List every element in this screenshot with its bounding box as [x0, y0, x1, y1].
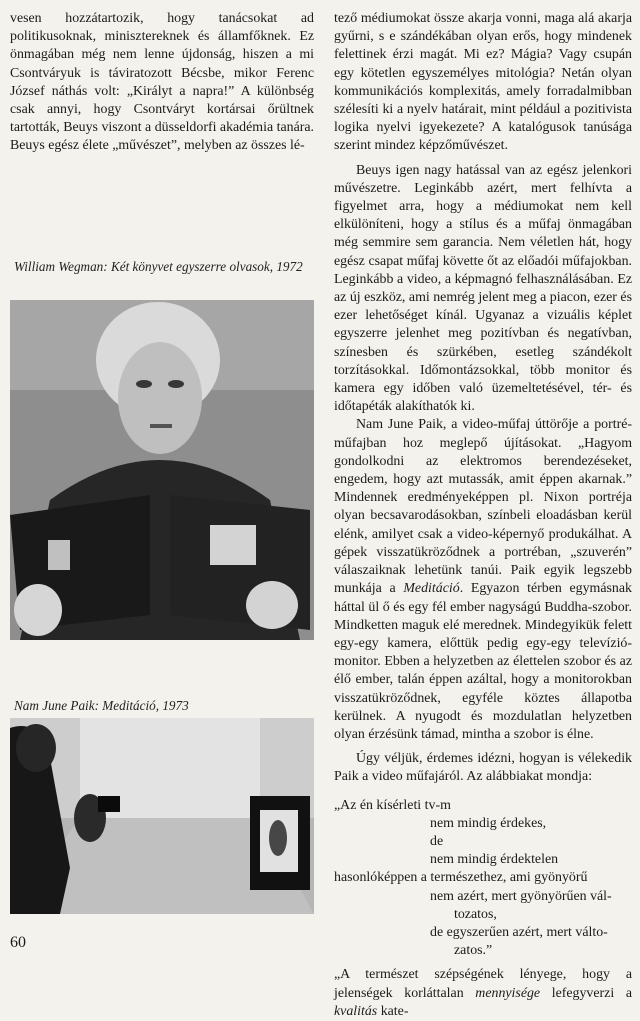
- right-column: [334, 10, 632, 1021]
- poem-line: de: [430, 833, 444, 849]
- right-paragraph-1: tező médiumokat össze akarja vonni, maga alá akarja gyűrni, s e szándékában olyan erős, hogy mindenek felettinek érzi magát. Mi ez? Mágia? Vagy csupán egy kötetlen egyszemélyes mitológia? Netán olyan kommunikációs komplexitás, amely forradalmibban szélesíti ki a nyelv határait, mint például a pozitivista logika nyelvi igyekezete? A katalógusok tanúsága szerint mindez képzőművészet.: [334, 11, 632, 154]
- p3-start: Nam June Paik, a video-műfaj úttörője a portré-műfajban hoz meglepő újításokat. „Hagyom gondolkodni az elektromos berendezéseket, engedem, hogy azt mutassák, amit éppen akarnak.” Mindennek eredményeképpen pl. Nixon portréja olyan becsavarodásokban, színbeli eloadásban kerül elénk, amilyet csak a video-képernyő produkálhat. A gépek visszatükröződnek a portréban, „szuverén” válaszaiknak lehetünk tanúi. Paik egyik legszebb munkája a: [334, 417, 632, 597]
- p5-start: „A természet szépségének lényege, hogy a jelenségek korláttalan: [334, 967, 632, 1001]
- poem-line: nem azért, mert gyönyörűen vál-: [430, 888, 612, 904]
- right-paragraph-4: Úgy véljük, érdemes idézni, hogyan is vélekedik Paik a video műfajáról. Az alábbiakat mondja:: [334, 751, 632, 785]
- p5-end: kate-: [377, 1003, 409, 1019]
- right-paragraph-3: [334, 416, 632, 744]
- left-column: [10, 10, 314, 156]
- page-number: 60: [10, 934, 26, 951]
- left-paragraph: vesen hozzátartozik, hogy tanácsokat ad politikusoknak, minisztereknek és államfőknek. Ez önmagában még nem lenne újdonság, hiszen a mi Csontváryuk is táviratozott Bécsbe, mikor Ferenc József náthás volt: „Királyt a napra!” A különbség csak annyi, hogy Csontváryt kortársai őrültnek tartották, Beuys viszont a düsseldorfi akadémia tanára. Beuys egész élete „művészet”, melyben az összes lé-: [10, 11, 314, 154]
- p5-em-kvalitas: kvalitás: [334, 1003, 378, 1019]
- poem-line: „Az én kísérleti tv-m: [334, 797, 451, 813]
- poem-line: nem mindig érdektelen: [430, 852, 559, 868]
- poem-quote: [334, 797, 632, 961]
- poem-line: nem mindig érdekes,: [430, 815, 547, 831]
- photo-paik: [10, 718, 314, 914]
- poem-line: zatos.”: [454, 943, 493, 959]
- p5-mid: lefegyverzi a: [540, 985, 632, 1001]
- right-paragraph-2: Beuys igen nagy hatással van az egész jelenkori művészetre. Leginkább azért, mert felhívta a figyelmet arra, hogy a médiumokat nem kell elkülöníteni, hogy a stílus és a műfaj önmagában még semmire sem garancia. Nem véletlen hát, hogy egész csapat műfaj követte őt az előadói műfajokban. Leginkább a video, a képmagnó felhasználásában. Ez az új eszköz, ami nemrég jelent meg a piacon, ezer és ezer lehetőséget kínál. Ugyanaz a vizuális képlet egyszerre jelenhet meg pozitívban és negatívban, színesben és szürkében, esetleg szándékolt torzításokkal. Időmontázsokkal, több monitor és kamera egy időben való üzemeltetésével, tér- és időtapéták alakíthatók ki.: [334, 162, 632, 415]
- poem-line: hasonlóképpen a természethez, ami gyönyörű: [334, 870, 588, 886]
- photo-wegman: [10, 300, 314, 640]
- right-paragraph-5: [334, 966, 632, 1021]
- p5-em-mennyisege: mennyisége: [475, 985, 541, 1001]
- caption-paik: Nam June Paik: Meditáció, 1973: [14, 698, 189, 713]
- poem-line: tozatos,: [454, 906, 497, 922]
- p3-end: . Egyazon térben egymásnak háttal ül ő és egy fél ember nagyságú Buddha-szobor. Mindketten maguk elé merednek. Mindegyikük felett egy-egy kamera, előttük pedig egy-egy televízió-monitor. Ebben a helyzetben az élettelen szobor és az élő ember, talán éppen azáltal, hogy a monitorokban visszatükröződnek, egyféle köztes állapotba kerülnek. A nyugodt és mozdulatlan helyzetben olyan érzésünk támad, mintha a szobor is élne.: [334, 581, 632, 742]
- caption-wegman: William Wegman: Két könyvet egyszerre olvasok, 1972: [14, 259, 303, 274]
- poem-line: de egyszerűen azért, mert válto-: [430, 924, 608, 940]
- p3-title: Meditáció: [403, 581, 460, 597]
